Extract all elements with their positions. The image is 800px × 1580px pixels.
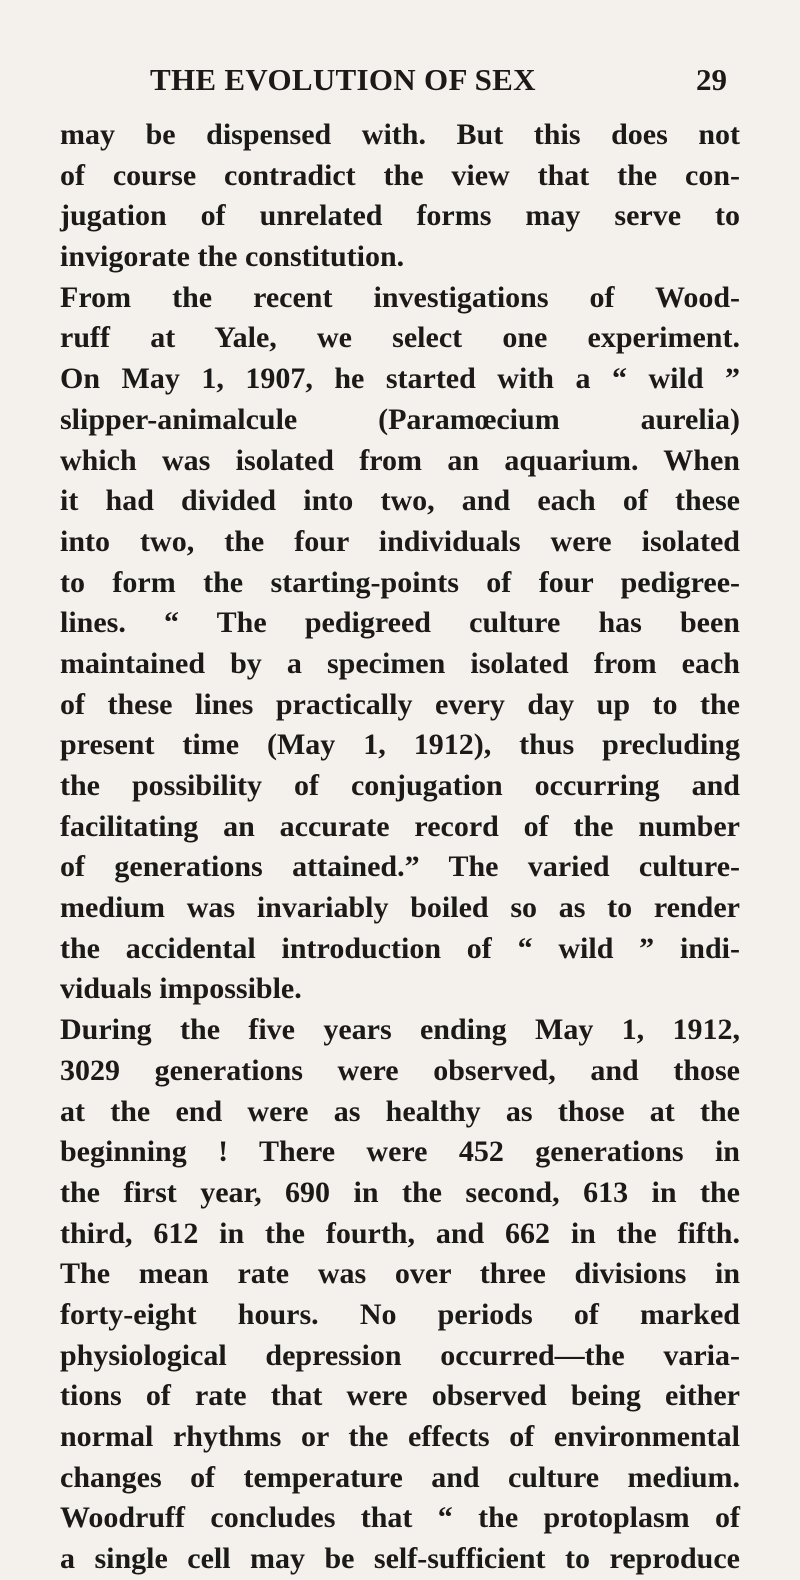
text-line: at the end were as healthy as those at the bbox=[60, 1094, 740, 1128]
text-line: During the five years ending May 1, 1912, bbox=[60, 1013, 740, 1047]
text-line: beginning ! There were 452 generations in bbox=[60, 1135, 740, 1169]
text-line: viduals impossible. bbox=[60, 972, 302, 1006]
text-line: the possibility of conjugation occurring and bbox=[60, 769, 740, 802]
text-line: present time (May 1, 1912), thus precluding bbox=[60, 728, 740, 762]
text-line: medium was invariably boiled so as to render bbox=[60, 891, 740, 925]
text-line: 3029 generations were observed, and those bbox=[60, 1053, 740, 1087]
text-line: ruff at Yale, we select one experiment. bbox=[60, 321, 740, 355]
text-line: physiological depression occurred—the varia- bbox=[60, 1338, 740, 1372]
text-line: Woodruff concludes that “ the protoplasm of bbox=[60, 1501, 740, 1535]
text-line: of generations attained.” The varied culture- bbox=[60, 850, 740, 884]
body-text bbox=[60, 115, 740, 1580]
text-line: tions of rate that were observed being either bbox=[60, 1379, 740, 1413]
text-line: into two, the four individuals were isolated bbox=[60, 524, 740, 558]
text-line: may be dispensed with. But this does not bbox=[60, 118, 740, 151]
text-line: slipper-animalcule (Paramœcium aurelia) bbox=[60, 402, 740, 436]
text-line: which was isolated from an aquarium. When bbox=[60, 443, 740, 477]
text-line: the accidental introduction of “ wild ” indi- bbox=[60, 931, 740, 965]
text-line: a single cell may be self-sufficient to reproduce bbox=[60, 1542, 740, 1576]
text-line: On May 1, 1907, he started with a “ wild ” bbox=[60, 362, 740, 396]
text-line: to form the starting-points of four pedigree- bbox=[60, 565, 740, 599]
page-number: 29 bbox=[696, 62, 727, 97]
text-line: lines. “ The pedigreed culture has been bbox=[60, 606, 740, 640]
text-line: forty-eight hours. No periods of marked bbox=[60, 1297, 740, 1331]
running-head bbox=[0, 62, 800, 102]
text-line: From the recent investigations of Wood- bbox=[60, 280, 740, 314]
text-line: of these lines practically every day up to the bbox=[60, 687, 740, 721]
text-line: maintained by a specimen isolated from each bbox=[60, 646, 740, 680]
text-line: it had divided into two, and each of these bbox=[60, 484, 740, 518]
text-line: normal rhythms or the effects of environmental bbox=[60, 1420, 740, 1453]
text-line: the first year, 690 in the second, 613 in the bbox=[60, 1175, 740, 1209]
text-line: third, 612 in the fourth, and 662 in the fifth. bbox=[60, 1216, 740, 1250]
text-line: The mean rate was over three divisions in bbox=[60, 1257, 740, 1291]
text-line: of course contradict the view that the con- bbox=[60, 158, 740, 192]
running-title: THE EVOLUTION OF SEX bbox=[150, 62, 536, 97]
text-line: jugation of unrelated forms may serve to bbox=[60, 199, 740, 233]
text-line: changes of temperature and culture medium. bbox=[60, 1460, 740, 1494]
text-line: invigorate the constitution. bbox=[60, 240, 405, 274]
text-line: facilitating an accurate record of the number bbox=[60, 809, 740, 843]
